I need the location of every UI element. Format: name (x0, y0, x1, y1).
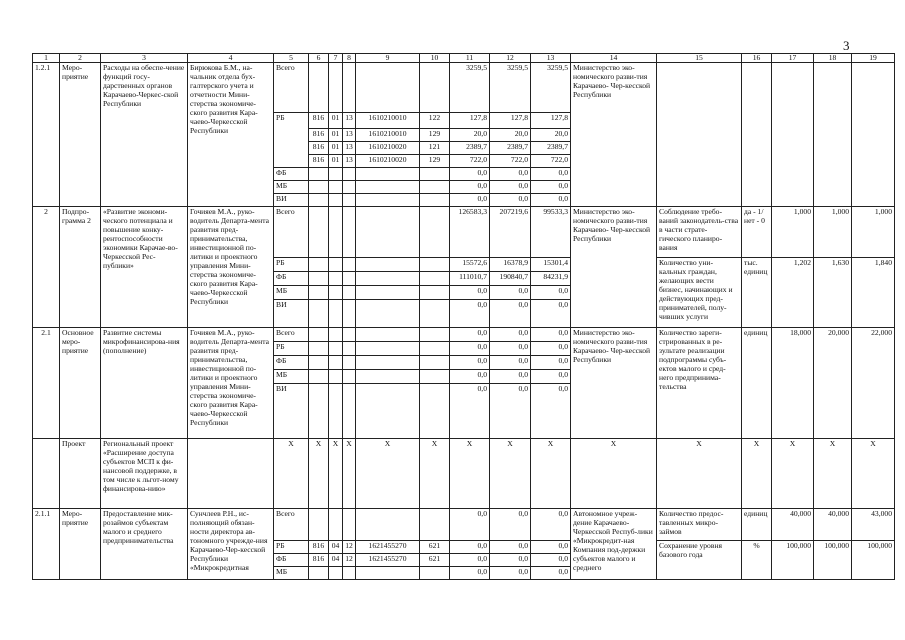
budget-code-expense (420, 194, 450, 207)
budget-code-grbs: 816 (309, 113, 329, 129)
budget-code-target: 1610210010 (356, 129, 420, 142)
x-mark: X (309, 439, 329, 509)
budget-code-target (356, 342, 420, 356)
funding-source: ФБ (274, 356, 309, 370)
col-header: 15 (657, 54, 742, 63)
row-type: Меро-приятие (60, 63, 101, 207)
row-type: Подпро-грамма 2 (60, 207, 101, 328)
x-mark: X (852, 439, 895, 509)
col-header: 4 (188, 54, 274, 63)
budget-code-expense (420, 370, 450, 384)
funding-source: РБ (274, 258, 309, 272)
amount-year1: 0,0 (450, 181, 490, 194)
value-year2: 20,000 (814, 328, 852, 439)
header-row (33, 54, 895, 63)
amount-year1: 111010,7 (450, 272, 490, 286)
table-row (33, 439, 895, 509)
table-row (33, 328, 895, 342)
budget-code-subsection: 13 (343, 113, 356, 129)
amount-year3: 0,0 (531, 181, 571, 194)
unit: да - 1/ нет - 0 (742, 207, 772, 258)
funding-source: РБ (274, 113, 309, 168)
budget-code-subsection (343, 370, 356, 384)
budget-code-target (356, 384, 420, 439)
budget-code-grbs: 816 (309, 541, 329, 554)
amount-year3: 0,0 (531, 541, 571, 554)
amount-year2: 207219,6 (490, 207, 531, 258)
x-mark: X (329, 439, 343, 509)
budget-code-target (356, 300, 420, 328)
amount-year1: 0,0 (450, 567, 490, 580)
amount-year1: 0,0 (450, 509, 490, 541)
budget-code-section (329, 509, 343, 541)
budget-code-expense (420, 509, 450, 541)
indicator: Сохранение уровня базового года (657, 541, 742, 580)
budget-code-subsection (343, 181, 356, 194)
amount-year2: 16378,9 (490, 258, 531, 272)
row-number: 2.1 (33, 328, 60, 439)
budget-code-section (329, 384, 343, 439)
program-table (32, 53, 895, 580)
budget-code-grbs (309, 207, 329, 258)
activity-name: Предоставление мик-розаймов субъектам малого и среднего предпринимательства (101, 509, 188, 580)
budget-code-target (356, 272, 420, 286)
col-header: 19 (852, 54, 895, 63)
budget-code-section: 01 (329, 113, 343, 129)
amount-year1: 0,0 (450, 554, 490, 567)
funding-source: МБ (274, 286, 309, 300)
unit: % (742, 541, 772, 580)
budget-code-subsection: 13 (343, 129, 356, 142)
amount-year2: 0,0 (490, 168, 531, 181)
value-year2: 40,000 (814, 509, 852, 541)
funding-source: Всего (274, 63, 309, 113)
amount-year2: 0,0 (490, 370, 531, 384)
budget-code-expense (420, 567, 450, 580)
row-number: 2.1.1 (33, 509, 60, 580)
budget-code-subsection (343, 384, 356, 439)
amount-year3: 0,0 (531, 509, 571, 541)
amount-year3: 3259,5 (531, 63, 571, 113)
funding-source: ВИ (274, 300, 309, 328)
amount-year3: 0,0 (531, 168, 571, 181)
amount-year1: 127,8 (450, 113, 490, 129)
amount-year3: 15301,4 (531, 258, 571, 272)
budget-code-section (329, 168, 343, 181)
col-header: 18 (814, 54, 852, 63)
budget-code-grbs: 816 (309, 129, 329, 142)
row-type: Основное меро-приятие (60, 328, 101, 439)
value-year2: 100,000 (814, 541, 852, 580)
funding-source: Всего (274, 207, 309, 258)
funding-source: Всего (274, 328, 309, 342)
unit: единиц (742, 509, 772, 541)
responsible-executor: Гочияев М.А., руко-водитель Департа-мента развития пред-принимательства, инвестиционной по-литики и проектного управления Мини-стерства экономиче-ского развития Кара-чаево-Черкесской Республики (188, 207, 274, 328)
responsible-executor: Сунчлеев Р.Н., ис-полняющий обязан-ности директора ав-тономного учрежде-ния Карачаево-Чер-кесской Республики «Микрокредитная (188, 509, 274, 580)
amount-year3: 0,0 (531, 328, 571, 342)
value-year3: 22,000 (852, 328, 895, 439)
funding-source: МБ (274, 181, 309, 194)
budget-code-subsection (343, 328, 356, 342)
col-header: 8 (343, 54, 356, 63)
unit: тыс. единиц (742, 258, 772, 328)
budget-code-target: 1610210010 (356, 113, 420, 129)
activity-name: Расходы на обеспе-чение функций госу-дарственных органов Карачаево-Черкес-ской Республики (101, 63, 188, 207)
budget-code-subsection: 12 (343, 554, 356, 567)
row-number: 1.2.1 (33, 63, 60, 207)
budget-code-expense: 129 (420, 129, 450, 142)
amount-year1: 3259,5 (450, 63, 490, 113)
budget-code-subsection (343, 194, 356, 207)
ministry: Министерство эко-номического разви-тия Карачаево- Чер-кесской Республики (571, 328, 657, 439)
x-mark: X (490, 439, 531, 509)
col-header: 6 (309, 54, 329, 63)
budget-code-target (356, 168, 420, 181)
budget-code-expense: 129 (420, 155, 450, 168)
budget-code-expense (420, 207, 450, 258)
amount-year3: 99533,3 (531, 207, 571, 258)
row-number (33, 439, 60, 509)
funding-source: Всего (274, 509, 309, 541)
budget-code-section: 04 (329, 554, 343, 567)
amount-year2: 0,0 (490, 541, 531, 554)
budget-code-section (329, 328, 343, 342)
x-mark: X (742, 439, 772, 509)
x-mark: X (814, 439, 852, 509)
x-mark: X (356, 439, 420, 509)
amount-year2: 0,0 (490, 554, 531, 567)
amount-year3: 0,0 (531, 356, 571, 370)
amount-year3: 0,0 (531, 370, 571, 384)
budget-code-section (329, 207, 343, 258)
budget-code-grbs (309, 509, 329, 541)
budget-code-section (329, 258, 343, 272)
budget-code-subsection (343, 272, 356, 286)
ministry: Министерство эко-номического разви-тия Карачаево- Чер-кесской Республики (571, 63, 657, 207)
amount-year2: 0,0 (490, 384, 531, 439)
indicator: Соблюдение требо-ваний законодатель-ства в части страте-гического планиро-вания (657, 207, 742, 258)
budget-code-expense (420, 168, 450, 181)
page-number: 3 (843, 38, 850, 53)
budget-code-subsection (343, 300, 356, 328)
amount-year3: 0,0 (531, 342, 571, 356)
budget-code-section (329, 286, 343, 300)
row-type: Проект (60, 439, 101, 509)
budget-code-target (356, 258, 420, 272)
budget-code-grbs (309, 300, 329, 328)
amount-year3: 0,0 (531, 554, 571, 567)
col-header: 16 (742, 54, 772, 63)
funding-source: МБ (274, 567, 309, 580)
budget-code-subsection (343, 356, 356, 370)
budget-code-grbs (309, 286, 329, 300)
amount-year1: 15572,6 (450, 258, 490, 272)
col-header: 14 (571, 54, 657, 63)
amount-year2: 0,0 (490, 342, 531, 356)
funding-source: ФБ (274, 272, 309, 286)
budget-code-subsection: 13 (343, 155, 356, 168)
responsible-executor: Бирюкова Б.М., на-чальник отдела бух-галтерского учета и отчетности Мини-стерства экономиче-ского развития Кара-чаево-Черкесской Республики (188, 63, 274, 207)
x-mark: X (450, 439, 490, 509)
amount-year2: 0,0 (490, 509, 531, 541)
budget-code-grbs (309, 272, 329, 286)
budget-code-expense (420, 328, 450, 342)
x-mark: X (274, 439, 309, 509)
amount-year1: 0,0 (450, 356, 490, 370)
budget-code-section (329, 63, 343, 113)
budget-code-grbs (309, 567, 329, 580)
activity-name: «Развитие экономи-ческого потенциала и повышение конку-рентоспособности экономики Карачае-во-Черкесской Рес-публики» (101, 207, 188, 328)
value-year1: 18,000 (772, 328, 814, 439)
amount-year2: 127,8 (490, 113, 531, 129)
budget-code-grbs: 816 (309, 554, 329, 567)
budget-code-expense (420, 286, 450, 300)
amount-year2: 0,0 (490, 286, 531, 300)
value-year2: 1,000 (814, 207, 852, 258)
col-header: 5 (274, 54, 309, 63)
amount-year1: 2389,7 (450, 142, 490, 155)
table-row (33, 509, 895, 541)
amount-year2: 20,0 (490, 129, 531, 142)
budget-code-subsection: 13 (343, 142, 356, 155)
budget-code-grbs: 816 (309, 142, 329, 155)
amount-year1: 0,0 (450, 342, 490, 356)
table-row (33, 63, 895, 113)
budget-code-target: 1610210020 (356, 142, 420, 155)
col-header: 17 (772, 54, 814, 63)
budget-code-target (356, 207, 420, 258)
amount-year1: 0,0 (450, 194, 490, 207)
x-mark: X (531, 439, 571, 509)
value-year1: 1,000 (772, 207, 814, 258)
budget-code-grbs (309, 342, 329, 356)
budget-code-expense (420, 384, 450, 439)
indicator (657, 63, 742, 207)
budget-code-grbs (309, 384, 329, 439)
budget-code-section (329, 181, 343, 194)
col-header: 10 (420, 54, 450, 63)
responsible-executor: Гочияев М.А., руко-водитель Департа-мента развития пред-принимательства, инвестиционной по-литики и проектного управления Мини-стерства экономиче-ского развития Кара-чаево-Черкесской Республики (188, 328, 274, 439)
ministry: Автономное учреж-дение Карачаево-Черкесской Респуб-лики «Микрокредит-ная Компания под-держки субъектов малого и среднего (571, 509, 657, 580)
value-year3 (852, 63, 895, 207)
value-year3: 43,000 (852, 509, 895, 541)
amount-year3: 2389,7 (531, 142, 571, 155)
funding-source: РБ (274, 541, 309, 554)
budget-code-subsection (343, 509, 356, 541)
funding-source: ВИ (274, 194, 309, 207)
budget-code-subsection: 12 (343, 541, 356, 554)
value-year1 (772, 63, 814, 207)
budget-code-target (356, 356, 420, 370)
amount-year2: 0,0 (490, 300, 531, 328)
budget-code-section: 01 (329, 142, 343, 155)
budget-code-target: 1610210020 (356, 155, 420, 168)
col-header: 7 (329, 54, 343, 63)
x-mark: X (571, 439, 657, 509)
budget-code-subsection (343, 207, 356, 258)
amount-year3: 0,0 (531, 384, 571, 439)
amount-year2: 0,0 (490, 328, 531, 342)
row-type: Меро-приятие (60, 509, 101, 580)
table-row (33, 207, 895, 258)
budget-code-expense (420, 181, 450, 194)
budget-code-expense (420, 258, 450, 272)
budget-code-subsection (343, 286, 356, 300)
row-number: 2 (33, 207, 60, 328)
budget-code-target (356, 370, 420, 384)
col-header: 9 (356, 54, 420, 63)
budget-code-subsection (343, 342, 356, 356)
activity-name: Региональный проект «Расширение доступа субъектов МСП к фи-нансовой поддержке, в том числе к льгот-ному финансирова-нию» (101, 439, 188, 509)
value-year2 (814, 63, 852, 207)
budget-code-expense: 122 (420, 113, 450, 129)
value-year3: 1,000 (852, 207, 895, 258)
budget-code-subsection (343, 63, 356, 113)
budget-code-target (356, 509, 420, 541)
col-header: 1 (33, 54, 60, 63)
value-year2: 1,630 (814, 258, 852, 328)
funding-source: МБ (274, 370, 309, 384)
budget-code-expense: 621 (420, 541, 450, 554)
budget-code-grbs (309, 194, 329, 207)
value-year3: 100,000 (852, 541, 895, 580)
budget-code-target (356, 63, 420, 113)
budget-code-section (329, 272, 343, 286)
budget-code-section (329, 356, 343, 370)
amount-year1: 0,0 (450, 370, 490, 384)
budget-code-section (329, 300, 343, 328)
amount-year2: 0,0 (490, 356, 531, 370)
budget-code-subsection (343, 168, 356, 181)
budget-code-expense (420, 63, 450, 113)
indicator: Количество предос-тавленных микро-займов (657, 509, 742, 541)
value-year1: 100,000 (772, 541, 814, 580)
budget-code-grbs (309, 258, 329, 272)
col-header: 3 (101, 54, 188, 63)
amount-year1: 0,0 (450, 300, 490, 328)
budget-code-section (329, 342, 343, 356)
budget-code-target (356, 181, 420, 194)
amount-year1: 722,0 (450, 155, 490, 168)
col-header: 12 (490, 54, 531, 63)
indicator: Количество уни-кальных граждан, желающих вести бизнес, начинающих и действующих пред-принимателей, полу-чивших услуги (657, 258, 742, 328)
budget-code-section (329, 370, 343, 384)
budget-code-section: 01 (329, 155, 343, 168)
funding-source: ВИ (274, 384, 309, 439)
amount-year2: 722,0 (490, 155, 531, 168)
budget-code-expense: 621 (420, 554, 450, 567)
funding-source: РБ (274, 342, 309, 356)
value-year3: 1,840 (852, 258, 895, 328)
funding-source: ФБ (274, 168, 309, 181)
x-mark: X (772, 439, 814, 509)
budget-code-grbs (309, 370, 329, 384)
budget-code-subsection (343, 567, 356, 580)
amount-year2: 2389,7 (490, 142, 531, 155)
amount-year1: 0,0 (450, 384, 490, 439)
amount-year1: 0,0 (450, 328, 490, 342)
x-mark: X (657, 439, 742, 509)
amount-year2: 0,0 (490, 181, 531, 194)
budget-code-expense (420, 342, 450, 356)
amount-year1: 126583,3 (450, 207, 490, 258)
x-mark: X (343, 439, 356, 509)
budget-code-expense (420, 300, 450, 328)
budget-code-grbs (309, 181, 329, 194)
budget-code-expense (420, 272, 450, 286)
indicator: Количество зареги-стрированных в ре-зультате реализации подпрограммы субъ-ектов малого и сред-него предпринима-тельства (657, 328, 742, 439)
budget-code-grbs (309, 63, 329, 113)
amount-year3: 0,0 (531, 286, 571, 300)
amount-year2: 190840,7 (490, 272, 531, 286)
amount-year3: 84231,9 (531, 272, 571, 286)
funding-source: ФБ (274, 554, 309, 567)
amount-year3: 722,0 (531, 155, 571, 168)
value-year1: 1,202 (772, 258, 814, 328)
unit: единиц (742, 328, 772, 439)
amount-year3: 0,0 (531, 194, 571, 207)
budget-code-grbs (309, 328, 329, 342)
amount-year3: 0,0 (531, 300, 571, 328)
unit (742, 63, 772, 207)
activity-name: Развитие системы микрофинансирова-ния (пополнение) (101, 328, 188, 439)
budget-code-target: 1621455270 (356, 541, 420, 554)
budget-code-target (356, 286, 420, 300)
amount-year3: 20,0 (531, 129, 571, 142)
amount-year2: 0,0 (490, 567, 531, 580)
amount-year1: 0,0 (450, 168, 490, 181)
x-mark: X (420, 439, 450, 509)
budget-code-section: 01 (329, 129, 343, 142)
responsible-executor (188, 439, 274, 509)
budget-code-target (356, 567, 420, 580)
budget-code-grbs (309, 356, 329, 370)
budget-code-section (329, 194, 343, 207)
budget-code-target (356, 328, 420, 342)
budget-code-subsection (343, 258, 356, 272)
budget-code-target (356, 194, 420, 207)
budget-code-expense: 121 (420, 142, 450, 155)
col-header: 13 (531, 54, 571, 63)
amount-year3: 127,8 (531, 113, 571, 129)
value-year1: 40,000 (772, 509, 814, 541)
amount-year3: 0,0 (531, 567, 571, 580)
amount-year2: 3259,5 (490, 63, 531, 113)
budget-code-target: 1621455270 (356, 554, 420, 567)
budget-code-grbs (309, 168, 329, 181)
ministry: Министерство эко-номического разви-тия Карачаево- Чер-кесской Республики (571, 207, 657, 328)
budget-code-section: 04 (329, 541, 343, 554)
col-header: 11 (450, 54, 490, 63)
amount-year1: 0,0 (450, 541, 490, 554)
budget-code-grbs: 816 (309, 155, 329, 168)
col-header: 2 (60, 54, 101, 63)
budget-code-section (329, 567, 343, 580)
amount-year1: 0,0 (450, 286, 490, 300)
amount-year2: 0,0 (490, 194, 531, 207)
budget-code-expense (420, 356, 450, 370)
amount-year1: 20,0 (450, 129, 490, 142)
